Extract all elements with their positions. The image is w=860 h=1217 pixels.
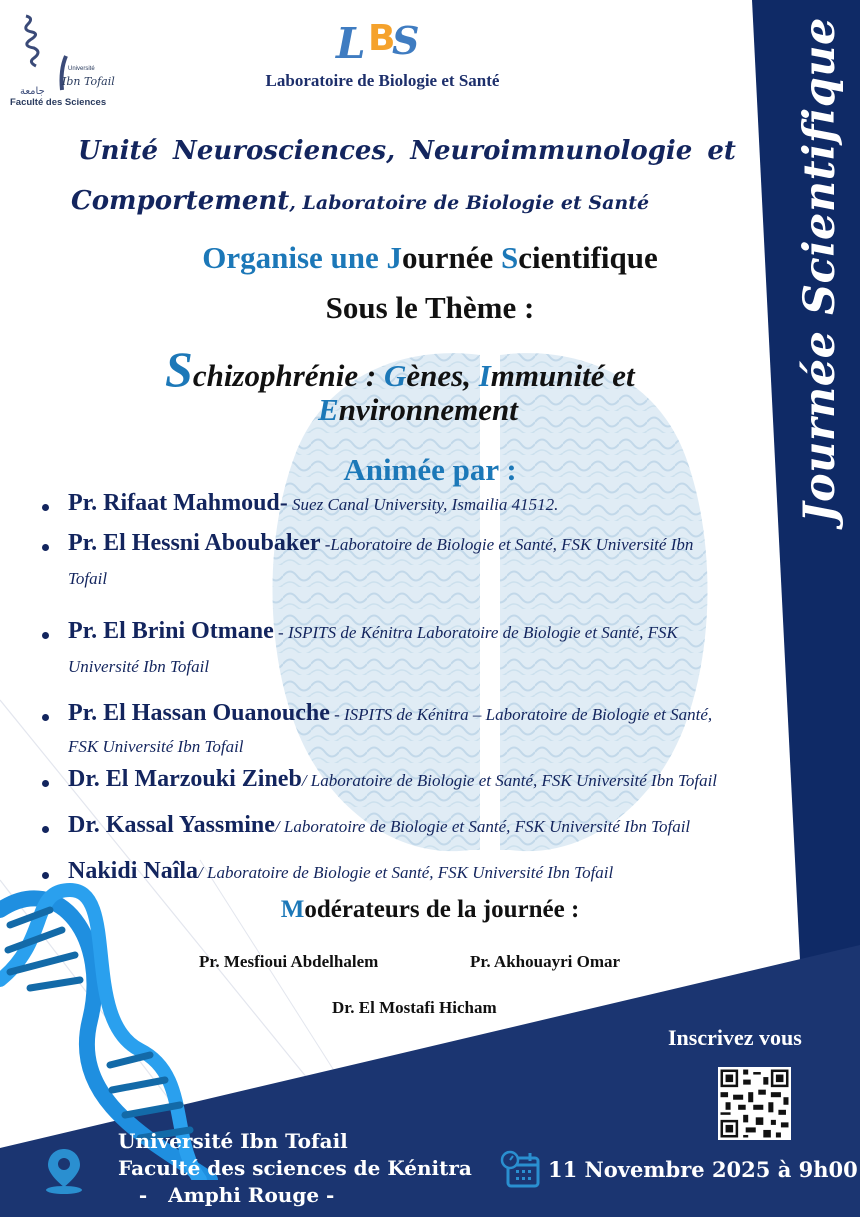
announcement-part: ournée [402,240,502,275]
map-pin-icon [42,1147,86,1195]
speaker-affiliation: - ISPITS de Kénitra – Laboratoire de Biologie et Santé, [329,705,713,724]
organizer-lab-name: , Laboratoire de Biologie et Santé [289,192,650,214]
announcement-cap-s: S [501,240,519,275]
theme-title-line-1 [165,340,635,398]
speakers-heading: Animée par : [343,452,517,487]
speaker-name: Pr. El Hassan Ouanouche [68,700,330,726]
faculty-label: Faculté des Sciences [10,97,107,108]
university-label: Université [68,66,95,72]
lab-title: Laboratoire de Biologie et Santé [265,71,500,90]
organizer-unit-name: Comportement [71,186,290,216]
speaker-affiliation: - ISPITS de Kénitra Laboratoire de Biologie et Santé, FSK [273,623,678,642]
speaker-affiliation-cont: FSK Université Ibn Tofail [68,737,244,756]
speaker-item [40,530,820,618]
side-banner-title: Journée Scientifique [795,17,845,523]
moderators-heading [0,896,860,924]
speaker-name: Nakidi Naîla [68,858,199,884]
moderator-name: Pr. Mesfioui Abdelhalem [199,952,379,971]
moderators-cap: M [280,896,305,923]
speaker-affiliation: Suez Canal University, Ismailia 41512. [287,495,559,514]
speaker-item [40,618,820,700]
theme-cap: G [384,358,407,393]
organizer-line-1: Unité Neurosciences, Neuroimmunologie et [78,136,736,166]
bullet-icon [42,714,49,721]
bullet-icon [42,826,49,833]
theme-label: Sous le Thème : [325,290,535,325]
speaker-affiliation-cont: Université Ibn Tofail [68,657,210,676]
theme-cap: S [165,341,193,397]
moderator-name: Pr. Akhouayri Omar [470,952,621,971]
lbs-logo-icon [330,14,430,69]
speaker-affiliation: -Laboratoire de Biologie et Santé, FSK Université Ibn [320,535,694,554]
theme-cap: I [478,358,491,393]
event-date: 11 Novembre 2025 à 9h00 [548,1157,858,1182]
university-name: Ibn Tofail [62,75,115,88]
organizer-line-2 [71,186,649,216]
theme-text: chizophrénie : [192,358,384,393]
svg-text:جامعة: جامعة [20,86,45,97]
speaker-affiliation: / Laboratoire de Biologie et Santé, FSK Université Ibn Tofail [274,817,691,836]
announcement-part: Organise une [202,240,387,275]
speakers-list [40,490,820,898]
speaker-item [40,490,820,530]
bullet-icon [42,780,49,787]
announcement-heading [0,240,860,276]
theme-title-line-2 [318,392,518,428]
svg-text:S: S [392,18,420,63]
speaker-item [40,812,820,858]
bullet-icon [42,504,49,511]
qr-code-icon[interactable] [718,1067,791,1140]
moderators-title-text: odérateurs de la journée : [304,896,580,923]
moderator-name: Dr. El Mostafi Hicham [332,998,497,1017]
bullet-icon [42,632,49,639]
announcement-part: cientifique [518,240,658,275]
calendar-clock-icon [500,1150,540,1190]
svg-text:B: B [368,18,396,59]
bullet-icon [42,872,49,879]
theme-cap: E [318,392,339,427]
register-label: Inscrivez vous [668,1025,802,1050]
speaker-affiliation-cont: Tofail [68,569,108,588]
speaker-affiliation: / Laboratoire de Biologie et Santé, FSK Université Ibn Tofail [301,771,718,790]
speaker-item [40,766,820,812]
speaker-name: Dr. Kassal Yassmine [68,812,275,838]
announcement-cap-j: J [386,240,403,275]
venue-address [118,1128,472,1209]
speaker-affiliation: / Laboratoire de Biologie et Santé, FSK Université Ibn Tofail [198,863,614,882]
venue-line: Faculté des sciences de Kénitra [118,1156,472,1180]
theme-text: nvironnement [338,392,518,427]
bullet-icon [42,544,49,551]
speaker-item [40,700,820,766]
speaker-name: Pr. El Hessni Aboubaker [68,530,321,556]
theme-text: ènes, [406,358,479,393]
venue-line: Université Ibn Tofail [118,1129,348,1153]
speaker-name: Dr. El Marzouki Zineb [68,766,302,792]
speaker-name: Pr. El Brini Otmane [68,618,274,644]
theme-text: mmunité et [490,358,635,393]
venue-line: - Amphi Rouge - [118,1183,335,1207]
speaker-name: Pr. Rifaat Mahmoud- [68,490,288,516]
svg-text:L: L [336,19,366,68]
